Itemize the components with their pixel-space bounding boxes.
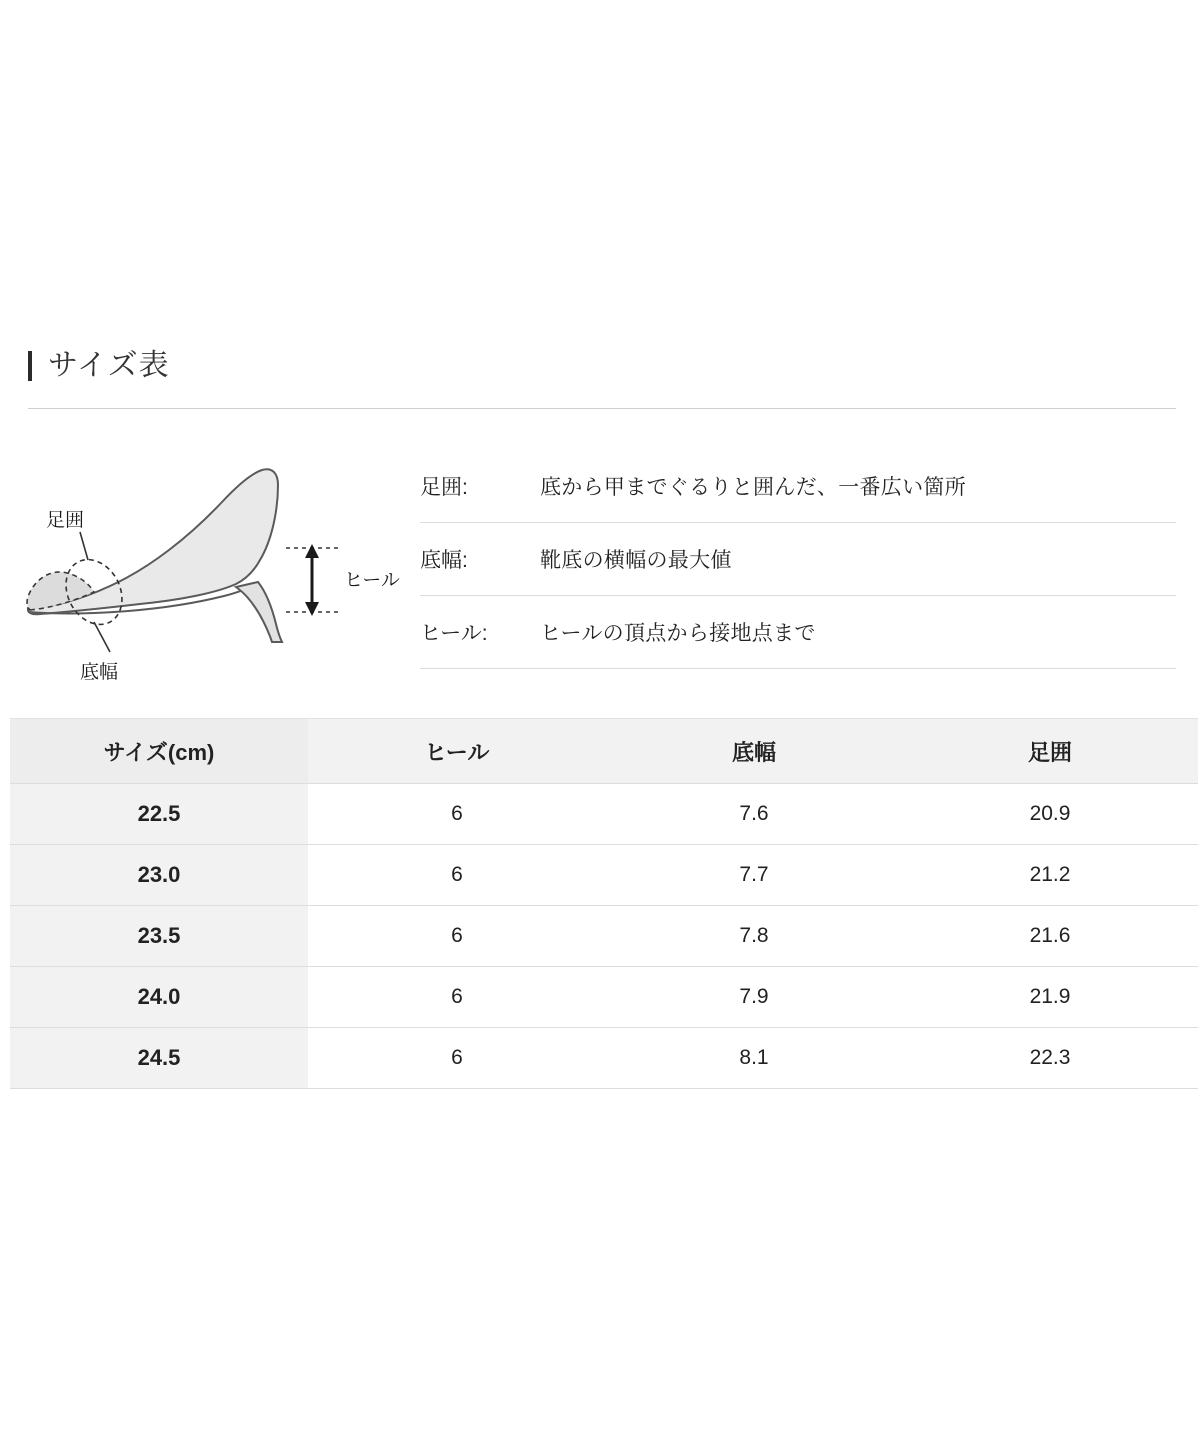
cell-sole-width: 7.6	[606, 784, 902, 845]
definition-row	[420, 596, 1176, 669]
page-title: サイズ表	[48, 349, 170, 382]
cell-heel: 6	[308, 845, 606, 906]
definition-row	[420, 523, 1176, 596]
definition-term: ヒール:	[420, 622, 488, 645]
cell-size: 22.5	[10, 784, 308, 845]
table-row	[10, 967, 1198, 1028]
cell-girth: 21.6	[902, 906, 1198, 967]
column-header-size: サイズ(cm)	[10, 719, 308, 784]
title-accent-bar	[28, 351, 32, 381]
title-divider	[28, 408, 1176, 409]
cell-size: 23.5	[10, 906, 308, 967]
size-table	[10, 718, 1198, 1089]
cell-girth: 21.2	[902, 845, 1198, 906]
cell-sole-width: 7.8	[606, 906, 902, 967]
cell-heel: 6	[308, 906, 606, 967]
table-row	[10, 845, 1198, 906]
definition-term: 底幅:	[420, 549, 468, 572]
column-header-girth: 足囲	[902, 719, 1198, 784]
section-title-block	[28, 340, 1176, 409]
cell-girth: 22.3	[902, 1028, 1198, 1089]
cell-sole-width: 8.1	[606, 1028, 902, 1089]
cell-size: 24.5	[10, 1028, 308, 1089]
definition-description: ヒールの頂点から接地点まで	[540, 622, 816, 645]
cell-heel: 6	[308, 967, 606, 1028]
shoe-diagram-svg	[10, 440, 410, 705]
measurement-guide	[0, 440, 1200, 705]
table-row	[10, 784, 1198, 845]
cell-size: 23.0	[10, 845, 308, 906]
cell-sole-width: 7.7	[606, 845, 902, 906]
definition-term: 足囲:	[420, 476, 468, 499]
size-table-body	[10, 784, 1198, 1089]
heel-label: ヒール	[344, 570, 400, 591]
cell-girth: 21.9	[902, 967, 1198, 1028]
heel-shape	[236, 582, 282, 642]
sole-width-label: 底幅	[80, 662, 119, 683]
size-table-head	[10, 719, 1198, 784]
shoe-illustration	[10, 440, 410, 705]
definition-row	[420, 450, 1176, 523]
section-title-row	[28, 340, 1176, 392]
girth-leader-line	[80, 532, 88, 560]
cell-heel: 6	[308, 1028, 606, 1089]
table-row	[10, 906, 1198, 967]
heel-arrow-up	[305, 544, 319, 558]
cell-sole-width: 7.9	[606, 967, 902, 1028]
cell-heel: 6	[308, 784, 606, 845]
cell-girth: 20.9	[902, 784, 1198, 845]
column-header-heel: ヒール	[308, 719, 606, 784]
column-header-sole-width: 底幅	[606, 719, 902, 784]
definition-list	[420, 450, 1176, 669]
definition-description: 底から甲までぐるりと囲んだ、一番広い箇所	[540, 476, 966, 499]
sole-width-leader-line	[94, 622, 110, 652]
cell-size: 24.0	[10, 967, 308, 1028]
heel-arrow-down	[305, 602, 319, 616]
table-header-row	[10, 719, 1198, 784]
girth-label: 足囲	[46, 510, 85, 531]
definition-description: 靴底の横幅の最大値	[540, 549, 732, 572]
table-row	[10, 1028, 1198, 1089]
